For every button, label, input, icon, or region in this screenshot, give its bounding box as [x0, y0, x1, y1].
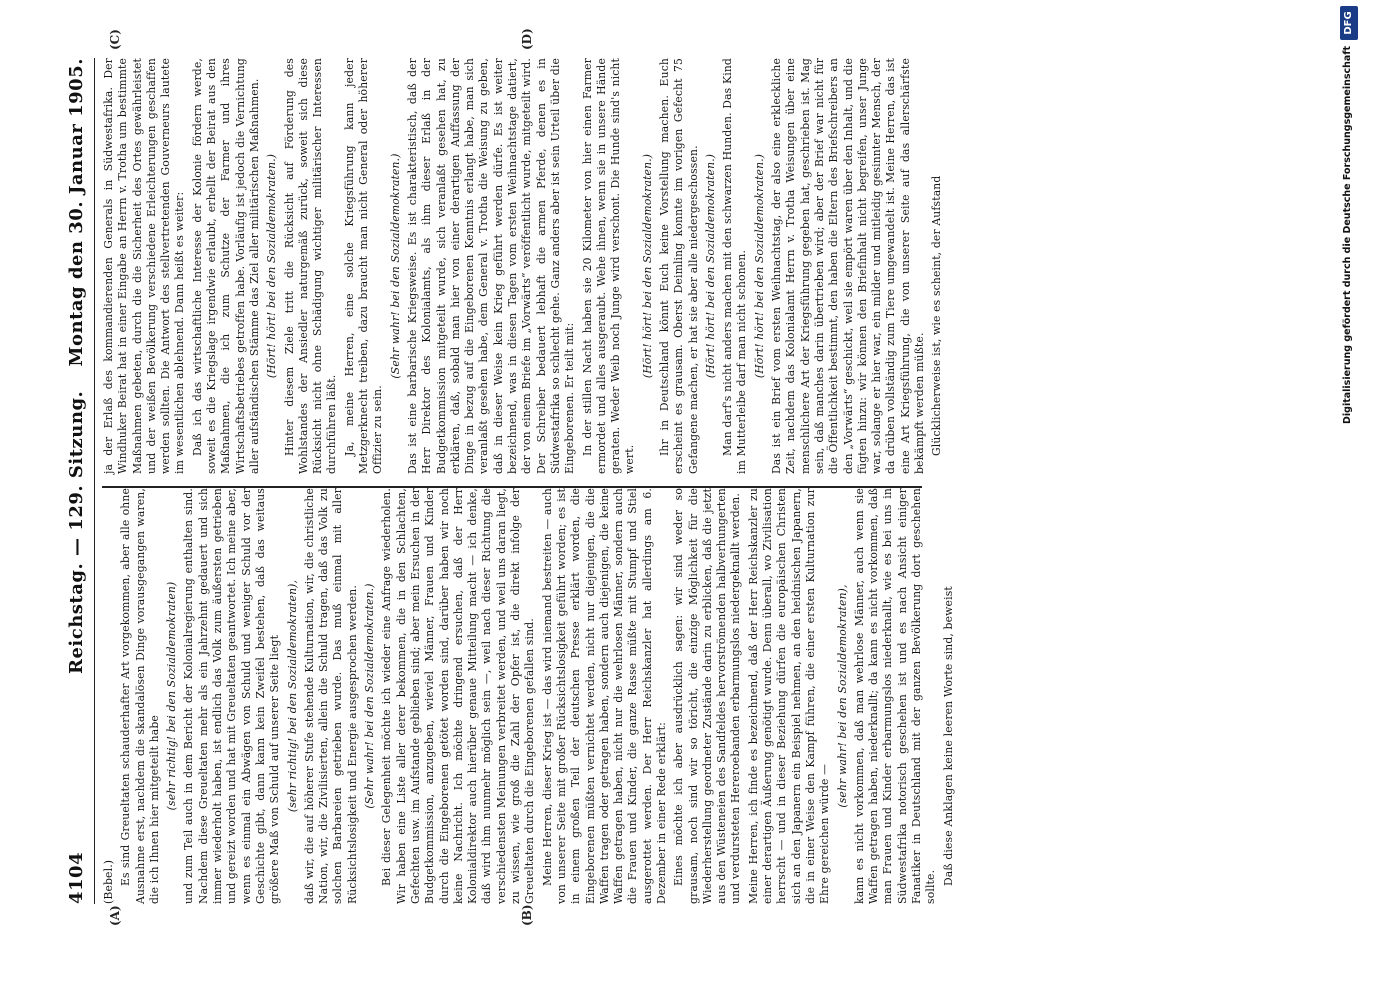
interjection-paragraph: (sehr richtig! bei den Sozialdemokraten) — [165, 581, 179, 811]
session-title: Reichstag. — 129. Sitzung. — [66, 390, 87, 674]
speech-paragraph: Daß ich das wirtschaftliche Interesse der Kolonie fördern werde, soweit es die Kriegslage irgendwie erlaubt, erhellt der Beirat aus den Maßnahmen, die ich zum Schutze der Farmer und ihres Wirtschaftsbetriebes getroffen habe. Vorläufig ist jedoch die Vernichtung aller aufständischen Stämme das Ziel aller militärischen Maßnahmen. — [190, 58, 261, 474]
interjection-paragraph: (Hört! hört! bei den Sozialdemokraten.) — [752, 153, 766, 379]
speech-paragraph: Ihr in Deutschland könnt Euch keine Vorstellung machen. Euch erscheint es grausam. Oberst Deimling konnte im vorigen Gefecht 75 Gefangene machen, er hat sie aber alle niedergeschossen. — [657, 58, 700, 474]
speech-paragraph: Ja, meine Herren, eine solche Kriegsführung kann jeder Metzgerknecht treiben, dazu braucht man nicht General oder höherer Offizier zu sein. — [342, 58, 385, 474]
interjection-paragraph: (sehr richtig! bei den Sozialdemokraten), — [285, 579, 299, 813]
speech-paragraph: In der stillen Nacht haben sie 20 Kilometer von hier einen Farmer ermordet und alles ausgeraubt. Wehe ihnen, wenn sie in unsere Hände geraten. Weder Weib noch Junge wird verschont. Die Hunde sind's nicht wert. — [580, 58, 637, 474]
margin-mark-d: (D) — [520, 28, 534, 50]
interjection-paragraph: (Sehr wahr! bei den Sozialdemokraten.) — [388, 153, 402, 379]
speech-paragraph: Das ist eine barbarische Kriegsweise. Es ist charakteristisch, daß der Herr Direktor des Kolonialamts, als ihm dieser Erlaß in der Budgetkommission mitgeteilt wurde, sich veranlaßt gesehen hat, zu erklären, daß, sobald man hier von einer derartigen Auffassung der Dinge in bezug auf die Eingeborenen Kenntnis erlangt habe, man sich veranlaßt gesehen habe, dem General v. Trotha die Weisung zu geben, daß in dieser Weise kein Krieg geführt werden dürfe. Es ist weiter bezeichnend, was in diesen Tagen vom ersten Weihnachtstage datiert, der von einem Briefe im „Vorwärts“ veröffentlicht wurde, mitgeteilt wird. Der Schreiber bedauert lebhaft die armen Pferde, denen es in Südwestafrika so schlecht gehe. Ganz anders aber ist sein Urteil über die Eingeborenen. Er teilt mit: — [405, 58, 577, 474]
speech-paragraph: Eines möchte ich aber ausdrücklich sagen: wir sind weder so grausam, noch sind wir so töricht, die einzige Möglichkeit für die Wiederherstellung geordneter Zustände darin zu erblicken, daß die jetzt aus den Wüsteneien des Sandfeldes hervorströmenden halbverhungerten und verdursteten Hereroebanden erbarmungslos niedergeknallt werden. — [672, 488, 743, 904]
digitization-credit: Digitalisierung gefördert durch die Deutsche Forschungsgemeinschaft — [1342, 46, 1353, 424]
digitization-credit-strip — [1336, 0, 1376, 1000]
speech-paragraph: Daß diese Anklagen keine leeren Worte sind, beweist — [941, 586, 955, 886]
margin-mark-a: (A) — [108, 905, 122, 926]
speech-paragraph: Meine Herren, ich finde es bezeichnend, daß der Herr Reichskanzler zu einer derartigen Äußerung genötigt wurde. Denn überall, wo Zivilisation herrscht — und in dieser Beziehung dürfen die europäischen Christen sich an den Japanern ein Beispiel nehmen, an den heidnischen Japanern, die in einer Weise den Kampf führen, die einer ersten Kulturnation zur Ehre gereichen würde — — [746, 488, 832, 904]
speech-paragraph: und zum Teil auch in dem Bericht der Kolonialregierung enthalten sind. Nachdem diese Greueltaten mehr als ein Jahrzehnt gedauert und sich immer wiederholt haben, ist endlich das Volk zum äußersten getrieben und gereizt worden und hat mit Greueltaten geantwortet. Ich meine aber, wenn es einmal ein Abwägen von Schuld und weniger Schuld vor der Geschichte gibt, dann kann kein Zweifel bestehen, daß das weitaus größere Maß von Schuld auf unserer Seite liegt — [182, 488, 282, 904]
speech-paragraph: Meine Herren, dieser Krieg ist — das wird niemand bestreiten — auch von unserer Seite mit großer Rücksichtslosigkeit geführt worden; es ist in einem großen Teil der deutschen Presse erklärt worden, die Eingeborenen müßten vernichtet werden, nicht nur diejenigen, die die Waffen tragen oder getragen haben, sondern auch diejenigen, die keine Waffen getragen haben, nicht nur die wehrlosen Männer, sondern auch die Frauen und Kinder, die ganze Rasse müßte mit Stumpf und Stiel ausgerottet werden. Der Herr Reichskanzler hat allerdings am 6. Dezember in einer Rede erklärt: — [540, 488, 668, 904]
page-number: 4104 — [66, 851, 87, 904]
interjection-paragraph: (Sehr wahr! bei den Sozialdemokraten.) — [363, 583, 377, 809]
speech-paragraph: Es sind Greueltaten schauderhafter Art vorgekommen, aber alle ohne Ausnahme erst, nachdem die skandalösen Dinge vorausgegangen waren, die ich Ihnen hier mitgeteilt habe — [119, 488, 161, 904]
speech-paragraph: Glücklicherweise ist, wie es scheint, der Aufstand — [930, 175, 944, 456]
margin-mark-c: (C) — [108, 29, 122, 50]
interjection-paragraph: (Hört! hört! bei den Sozialdemokraten.) — [640, 153, 654, 379]
margin-mark-b: (B) — [520, 904, 534, 926]
speech-paragraph: Man darf's nicht anders machen mit den schwarzen Hunden. Das Kind im Mutterleibe darf man nicht schonen. — [721, 58, 749, 474]
interjection-paragraph: (Hört! hört! bei den Sozialdemokraten.) — [703, 153, 717, 379]
speech-paragraph: Bei dieser Gelegenheit möchte ich wieder eine Anfrage wiederholen. Wir haben eine Liste aller derer bekommen, die in den Schlachten, Gefechten usw. im Aufstande geblieben sind; aber mein Ersuchen in der Budgetkommission, anzugeben, wieviel Männer, Frauen und Kinder durch die Eingeborenen getötet worden sind, darüber haben wir noch keine Nachricht. Ich möchte dringend ersuchen, daß der Herr Kolonialdirektor auch hierüber genaue Mitteilung macht — ich denke, daß wird ihm nunmehr möglich sein —, weil nach dieser Richtung die verschiedensten Meinungen verbreitet werden, und weil uns daran liegt, zu wissen, wie groß die Zahl der Opfer ist, die direkt infolge der Greueltaten durch die Eingeborenen gefallen sind. — [380, 488, 537, 904]
speech-paragraph: Das ist ein Brief vom ersten Weihnachtstag, der also eine erkleckliche Zeit, nachdem das Kolonialamt Herrn v. Trotha Weisungen über eine menschlichere Art der Kriegsführung gegeben hat, geschrieben ist. Mag sein, daß manches darin übertrieben wird; aber der Brief war nicht für die Öffentlichkeit bestimmt, den haben die Eltern des Briefschreibers an den „Vorwärts“ geschickt, weil sie empört waren über den Inhalt, und die fügten hinzu: wir können den Briefinhalt nicht begreifen, unser Junge war, solange er hier war, ein milder und mitleidig gesinnter Mensch, der da drüben vollständig zum Tiere umgewandelt ist. Meine Herren, das ist eine Art Kriegsführung, die von unserer Seite auf das allerschärfste bekämpft werden müßte. — [770, 58, 927, 474]
speech-paragraph: ja der Erlaß des kommandierenden Generals in Südwestafrika. Der Windhuker Beirat hat in einer Eingabe an Herrn v. Trotha um bestimmte Maßnahmen gebeten, durch die die Sicherheit des Ortes gewährleistet und der weißen Bevölkerung verschiedene Erleichterungen geschaffen werden sollten. Die Antwort des stellvertretenden Gouverneurs lautete im wesentlichen ablehnend. Dann heißt es weiter: — [102, 58, 187, 474]
speech-paragraph: daß wir, die auf höherer Stufe stehende Kulturnation, wir, die christliche Nation, wir, die Zivilisierten, allein die Schuld tragen, daß das Volk zu solchen Barbareien getrieben wurde. Das muß einmal mit aller Rücksichtslosigkeit und Energie ausgesprochen werden. — [302, 488, 359, 904]
page-header — [58, 58, 95, 904]
speech-paragraph: (Bebel.) — [102, 859, 115, 904]
session-date: Montag den 30. Januar 1905. — [66, 58, 87, 367]
speech-paragraph: Hinter diesem Ziele tritt die Rücksicht auf Förderung des Wohlstandes der Ansiedler naturgemäß zurück, soweit sich diese Rücksicht nicht ohne Schädigung wichtiger militärischer Interessen durchführen läßt. — [282, 58, 339, 474]
interjection-paragraph: (sehr wahr! bei den Sozialdemokraten), — [835, 584, 849, 808]
speech-paragraph: kann es nicht vorkommen, daß man wehrlose Männer, auch wenn sie Waffen getragen haben, niederknallt; da kann es nicht vorkommen, daß man Frauen und Kinder erbarmungslos niederknallt, wie es bei uns in Südwestafrika notorisch geschehen ist und es nach Ansicht einiger Fanatiker in Deutschland mit der ganzen Bevölkerung dort geschehen sollte. — [852, 488, 938, 904]
column-divider — [102, 486, 922, 488]
interjection-paragraph: (Hört! hört! bei den Sozialdemokraten.) — [265, 153, 279, 379]
dfg-logo: DFG — [1340, 6, 1358, 40]
left-text-column — [102, 488, 955, 904]
right-text-column — [102, 58, 944, 474]
